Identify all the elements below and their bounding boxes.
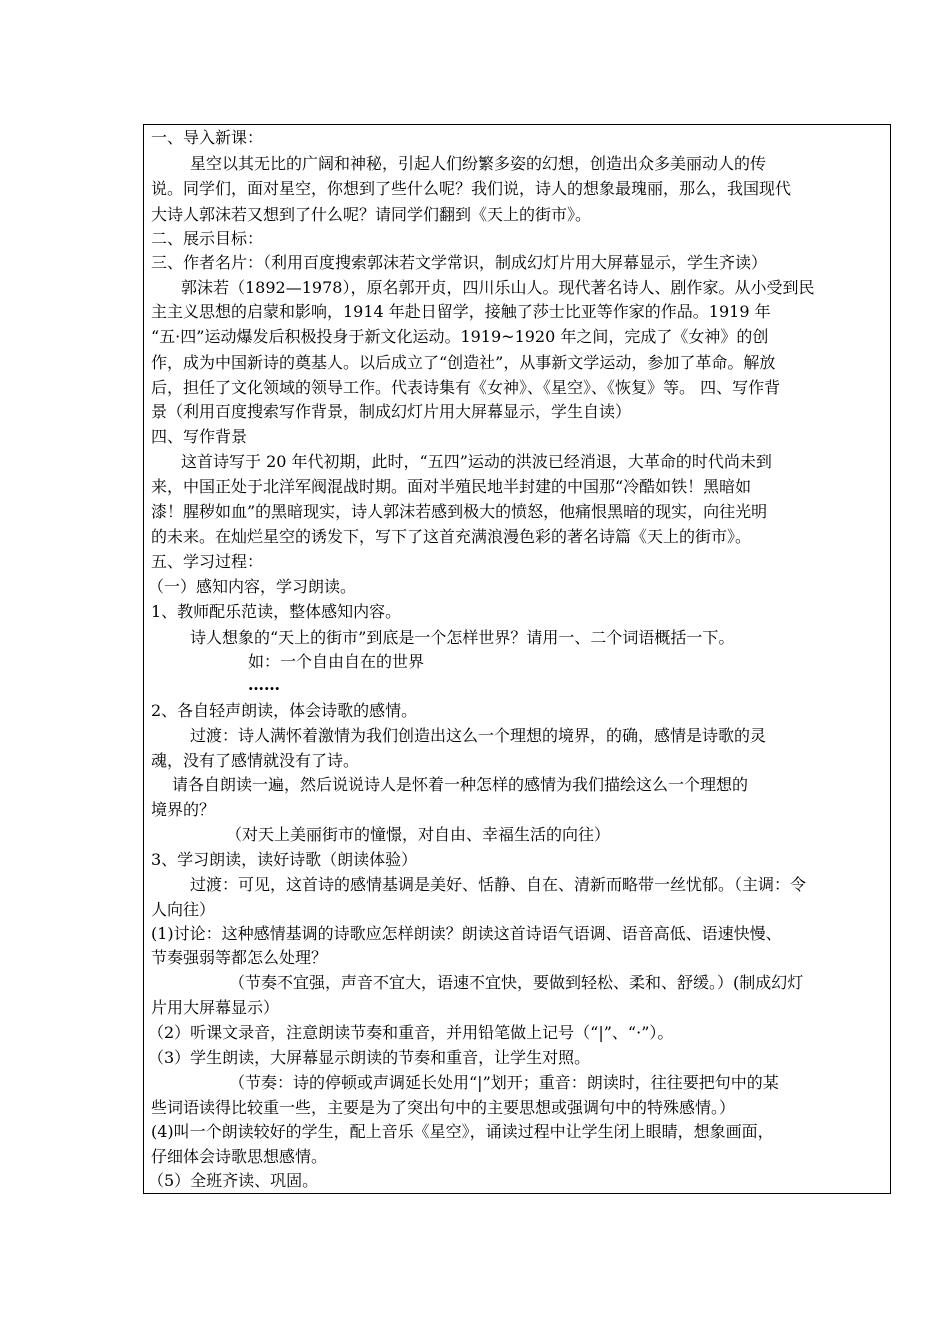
paragraph-line: （节奏不宜强，声音不宜大，语速不宜快，要做到轻松、柔和、舒缓。）(制成幻灯 (229, 973, 804, 992)
paragraph-line: 诗人想象的“天上的街市”到底是一个怎样世界？请用一、二个词语概括一下。 (190, 628, 735, 647)
paragraph-line: 请各自朗读一遍，然后说说诗人是怀着一种怎样的感情为我们描绘这么一个理想的 (172, 775, 749, 794)
paragraph-line: 后，担任了文化领域的领导工作。代表诗集有《女神》、《星空》、《恢复》等。 四、写作背 (151, 378, 781, 397)
paragraph-line: 如：一个自由自在的世界 (248, 652, 425, 671)
paragraph-line: 说。同学们，面对星空，你想到了些什么呢？我们说，诗人的想象最瑰丽，那么，我国现代 (151, 179, 792, 198)
ellipsis: …… (248, 675, 280, 694)
paragraph-line: 人向往） (151, 900, 216, 919)
paragraph-line: 过渡：可见，这首诗的感情基调是美好、恬静、自在、清新而略带一丝忧郁。（主调：令 (190, 875, 807, 894)
paragraph-line: 这首诗写于 20 年代初期，此时，“五四”运动的洪波已经消退，大革命的时代尚未到 (181, 452, 772, 471)
paragraph-line: 境界的？ (151, 800, 216, 819)
paragraph-line: 魂，没有了感情就没有了诗。 (151, 751, 360, 770)
paragraph-line: 来，中国正处于北洋军阀混战时期。面对半殖民地半封建的中国那“冷酷如铁！黑暗如 (151, 477, 752, 496)
paragraph-line: (1)讨论：这种感情基调的诗歌应怎样朗读？朗读这首诗语气语调、语音高低、语速快慢、 (151, 924, 782, 943)
heading-intro: 一、导入新课： (151, 128, 264, 147)
paragraph-line: 郭沫若（1892—1978），原名郭开贞，四川乐山人。现代著名诗人、剧作家。从小受到民 (181, 278, 815, 297)
paragraph-line: 些词语读得比较重一些，主要是为了突出句中的主要思想或强调句中的特殊感情。） (151, 1098, 736, 1117)
heading-goals: 二、展示目标： (151, 229, 264, 248)
paragraph-line: (4)叫一个朗读较好的学生，配上音乐《星空》，诵读过程中让学生闭上眼睛，想象画面， (151, 1122, 774, 1141)
paragraph-line: 片用大屏幕显示） (151, 998, 280, 1017)
paragraph-line: （3）学生朗读，大屏幕显示朗读的节奏和重音，让学生对照。 (148, 1048, 591, 1067)
paragraph-line: 过渡：诗人满怀着激情为我们创造出这么一个理想的境界，的确，感情是诗歌的灵 (190, 726, 767, 745)
subheading: （一）感知内容，学习朗读。 (148, 577, 357, 596)
paragraph-line: （5）全班齐读、巩固。 (148, 1171, 319, 1190)
paragraph-line: 景（利用百度搜索写作背景，制成幻灯片用大屏幕显示，学生自读） (151, 402, 632, 421)
paragraph-line: （2）听课文录音，注意朗读节奏和重音，并用铅笔做上记号（“|”、“·”）。 (148, 1023, 674, 1042)
paragraph-line: 3、学习朗读，读好诗歌（朗读体验） (151, 850, 418, 869)
heading-background: 四、写作背景 (151, 427, 248, 446)
paragraph-line: “五·四”运动爆发后积极投身于新文化运动。1919~1920 年之间，完成了《女神》的创 (151, 327, 769, 346)
paragraph-line: 主主义思想的启蒙和影响，1914 年赴日留学，接触了莎士比亚等作家的作品。1919 年 (151, 302, 771, 321)
heading-author: 三、作者名片：（利用百度搜索郭沫若文学常识，制成幻灯片用大屏幕显示，学生齐读） (151, 253, 768, 272)
paragraph-line: 节奏强弱等都怎么处理？ (151, 948, 328, 967)
paragraph-line: 1、教师配乐范读，整体感知内容。 (151, 602, 402, 621)
paragraph-line: 2、各自轻声朗读，体会诗歌的感情。 (151, 701, 418, 720)
paragraph-line: 大诗人郭沫若又想到了什么呢？请同学们翻到《天上的街市》。 (151, 205, 592, 224)
paragraph-line: 星空以其无比的广阔和神秘，引起人们纷繁多姿的幻想，创造出众多美丽动人的传 (190, 154, 767, 173)
paragraph-line: 的未来。在灿烂星空的诱发下，写下了这首充满浪漫色彩的著名诗篇《天上的街市》。 (151, 527, 752, 546)
heading-process: 五、学习过程： (151, 552, 264, 571)
paragraph-line: 漆！腥秽如血”的黑暗现实，诗人郭沫若感到极大的愤怒，他痛恨黑暗的现实，向往光明 (151, 502, 768, 521)
paragraph-line: （对天上美丽街市的憧憬，对自由、幸福生活的向往） (226, 825, 611, 844)
paragraph-line: 仔细体会诗歌思想感情。 (151, 1147, 328, 1166)
paragraph-line: 作，成为中国新诗的奠基人。以后成立了“创造社”，从事新文学运动，参加了革命。解放 (151, 353, 776, 372)
paragraph-line: （节奏：诗的停顿或声调延长处用“|”划开；重音：朗读时，往往要把句中的某 (229, 1073, 779, 1092)
